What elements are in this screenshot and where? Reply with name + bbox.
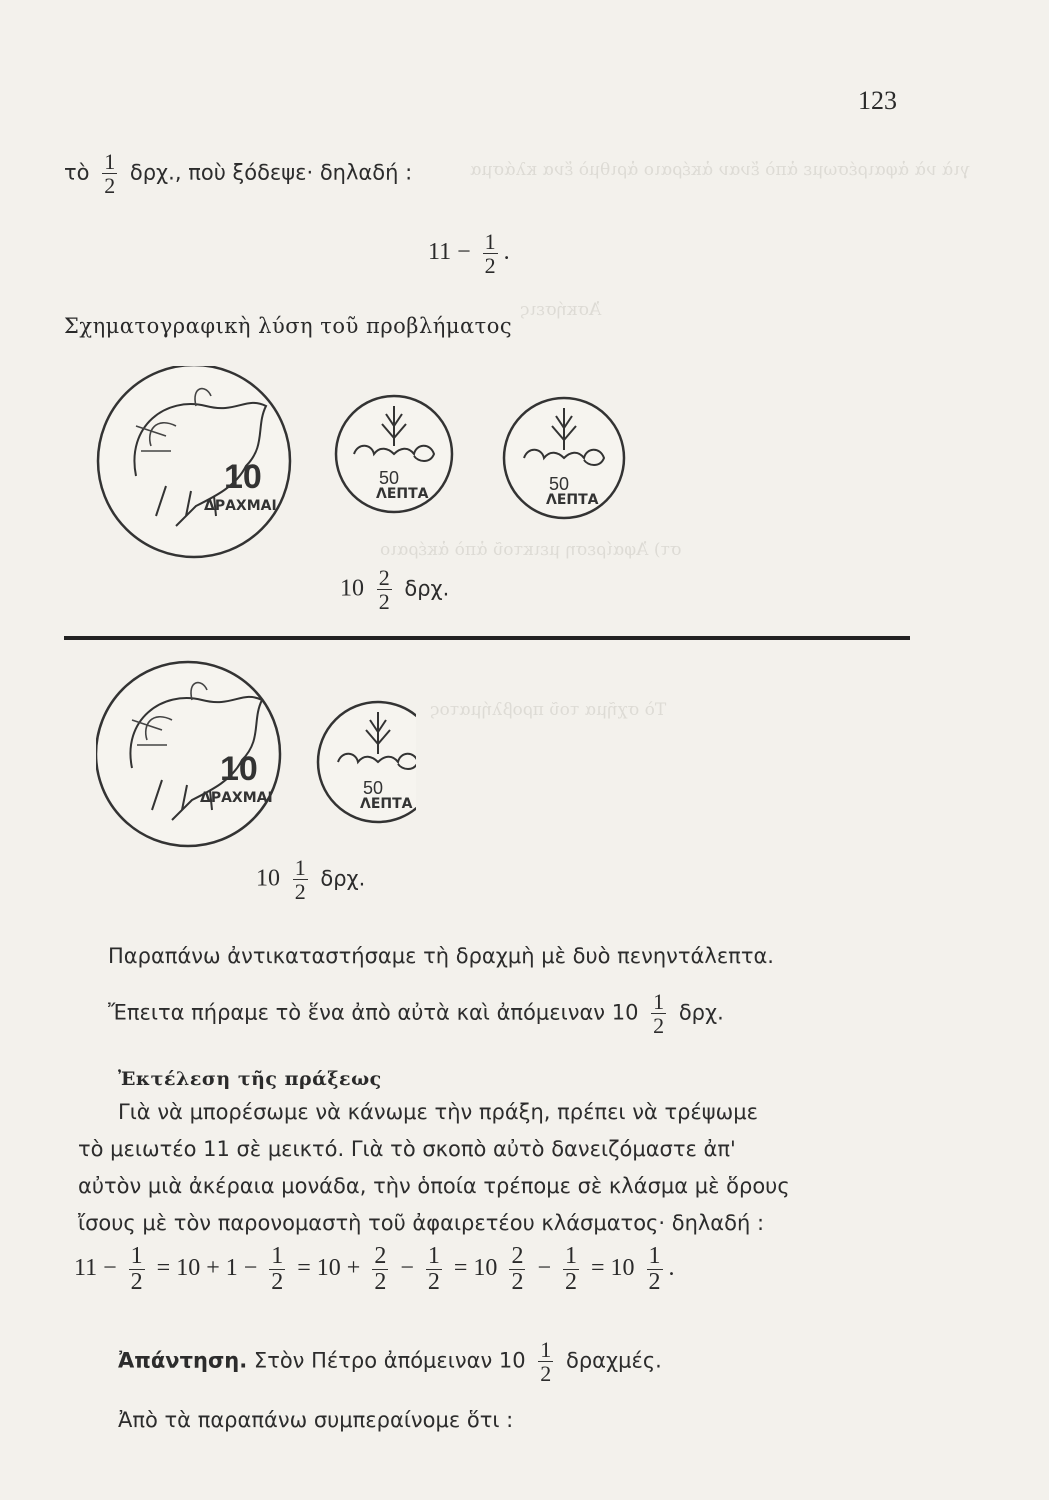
execution-heading: Ἐκτέλεση τῆς πράξεως bbox=[118, 1068, 382, 1090]
fraction-denominator: 2 bbox=[294, 879, 306, 905]
eq-term: = 10 + 1 − bbox=[156, 1255, 258, 1282]
fraction-denominator: 2 bbox=[564, 1269, 577, 1296]
fraction-numerator: 2 bbox=[511, 1243, 524, 1269]
paragraph-text: Ἔπειτα πήραμε τὸ ἕνα ἀπὸ αὐτὰ καὶ ἀπόμειναν 10 bbox=[108, 1000, 639, 1025]
fraction-numerator: 1 bbox=[130, 1243, 143, 1269]
fraction-denominator: 2 bbox=[130, 1269, 143, 1296]
fraction bbox=[426, 1244, 442, 1295]
expr-end: . bbox=[503, 239, 510, 266]
fraction-numerator: 1 bbox=[104, 149, 116, 174]
paragraph-took-one bbox=[108, 990, 724, 1037]
fraction bbox=[483, 230, 498, 277]
expr-whole: 11 bbox=[428, 239, 452, 266]
coin-text: ΛΕΠΤΑ bbox=[376, 486, 429, 502]
caption-whole: 10 bbox=[256, 865, 280, 892]
fraction-denominator: 2 bbox=[378, 589, 390, 615]
large-coin bbox=[98, 366, 290, 557]
coin-text: ΛΕΠΤΑ bbox=[546, 492, 599, 508]
answer-text: Στὸν Πέτρο ἀπόμειναν 10 bbox=[253, 1348, 526, 1373]
bleed-through-text: γιὰ νὰ ἀφαιρέσωμε ἀπὸ ἕναν ἀκέραιο ἀριθμὸ ἕνα κλάσμα bbox=[470, 160, 971, 180]
fraction bbox=[372, 1244, 388, 1295]
small-coin bbox=[318, 702, 416, 822]
eq-term: 11 bbox=[74, 1255, 98, 1282]
fraction bbox=[647, 1244, 663, 1295]
diagram-caption bbox=[340, 566, 449, 613]
intro-suffix: δρχ., ποὺ ξόδεψε· δηλαδή : bbox=[129, 160, 413, 185]
page-number: 123 bbox=[858, 86, 897, 115]
large-coin bbox=[96, 662, 280, 846]
intro-line bbox=[64, 150, 412, 197]
bleed-through-text: Τὸ σχῆμα τοῦ προβλήματος bbox=[430, 700, 667, 720]
fraction bbox=[509, 1244, 525, 1295]
execution-line: αὐτὸν μιὰ ἀκέραια μονάδα, τὴν ὁποία τρέπομε σὲ κλάσμα μὲ ὅρους bbox=[78, 1174, 790, 1198]
main-equation bbox=[74, 1244, 675, 1295]
fraction bbox=[129, 1244, 145, 1295]
fraction-numerator: 1 bbox=[648, 1243, 661, 1269]
fraction-numerator: 2 bbox=[374, 1243, 387, 1269]
fraction-denominator: 2 bbox=[484, 253, 496, 279]
coin-text: ΔΡΑΧΜΑΙ bbox=[200, 790, 273, 806]
coin-value: 50 bbox=[363, 778, 384, 798]
caption-unit: δρχ. bbox=[404, 576, 450, 601]
paragraph-unit: δρχ. bbox=[678, 1000, 724, 1025]
eq-term: = 10 bbox=[590, 1255, 635, 1282]
coin-diagram-2 bbox=[96, 656, 416, 856]
conclusion-line: Ἀπὸ τὰ παραπάνω συμπεραίνομε ὅτι : bbox=[118, 1408, 514, 1432]
fraction-denominator: 2 bbox=[271, 1269, 284, 1296]
coin-value: 50 bbox=[549, 474, 570, 494]
coin-text: ΛΕΠΤΑ bbox=[360, 796, 413, 812]
fraction-denominator: 2 bbox=[374, 1269, 387, 1296]
eq-end: . bbox=[668, 1255, 675, 1282]
fraction bbox=[651, 990, 666, 1037]
fraction bbox=[538, 1338, 553, 1385]
fraction-numerator: 1 bbox=[484, 229, 496, 254]
small-coin bbox=[336, 396, 452, 512]
fraction bbox=[377, 566, 392, 613]
caption-unit: δρχ. bbox=[320, 866, 366, 891]
coin-text: ΔΡΑΧΜΑΙ bbox=[204, 498, 277, 514]
fraction-denominator: 2 bbox=[104, 173, 116, 199]
fraction-denominator: 2 bbox=[648, 1269, 661, 1296]
coin-value: 10 bbox=[220, 750, 258, 788]
expression-1 bbox=[428, 230, 510, 277]
answer-unit: δραχμές. bbox=[565, 1348, 662, 1373]
fraction bbox=[563, 1244, 579, 1295]
intro-prefix: τὸ bbox=[64, 160, 90, 185]
small-coin bbox=[504, 398, 624, 518]
eq-term: = 10 + bbox=[297, 1255, 361, 1282]
fraction bbox=[293, 856, 308, 903]
fraction-numerator: 2 bbox=[378, 565, 390, 590]
eq-operator: − bbox=[103, 1255, 117, 1282]
fraction bbox=[269, 1244, 285, 1295]
paragraph-replacement: Παραπάνω ἀντικαταστήσαμε τὴ δραχμὴ μὲ δυὸ πενηντάλεπτα. bbox=[108, 944, 774, 968]
fraction-numerator: 1 bbox=[294, 855, 306, 880]
fraction-denominator: 2 bbox=[653, 1013, 665, 1039]
separator-rule bbox=[64, 636, 910, 640]
fraction-numerator: 1 bbox=[540, 1337, 552, 1362]
fraction-denominator: 2 bbox=[511, 1269, 524, 1296]
eq-term: = 10 bbox=[453, 1255, 498, 1282]
eq-operator: − bbox=[537, 1255, 551, 1282]
fraction-numerator: 1 bbox=[271, 1243, 284, 1269]
execution-line: τὸ μειωτέο 11 σὲ μεικτό. Γιὰ τὸ σκοπὸ αὐτὸ δανειζόμαστε ἀπ' bbox=[78, 1137, 736, 1161]
coin-value: 10 bbox=[224, 458, 262, 496]
fraction bbox=[102, 150, 117, 197]
fraction-numerator: 1 bbox=[564, 1243, 577, 1269]
section-heading: Σχηματογραφικὴ λύση τοῦ προβλήματος bbox=[64, 314, 513, 338]
eq-operator: − bbox=[400, 1255, 414, 1282]
coin-diagram-1 bbox=[96, 366, 676, 566]
fraction-numerator: 1 bbox=[653, 989, 665, 1014]
bleed-through-text: Ἀσκήσεις bbox=[520, 300, 602, 320]
execution-line: Γιὰ νὰ μπορέσωμε νὰ κάνωμε τὴν πράξη, πρέπει νὰ τρέψωμε bbox=[118, 1100, 758, 1124]
expr-operator: − bbox=[457, 239, 471, 266]
fraction-numerator: 1 bbox=[427, 1243, 440, 1269]
fraction-denominator: 2 bbox=[540, 1361, 552, 1387]
coin-value: 50 bbox=[379, 468, 400, 488]
bleed-through-text: στ) Ἀφαίρεση μεικτοῦ ἀπὸ ἀκέραιο bbox=[380, 540, 682, 560]
execution-line: ἴσους μὲ τὸν παρονομαστὴ τοῦ ἀφαιρετέου κλάσματος· δηλαδή : bbox=[78, 1211, 765, 1235]
answer-label: Ἀπάντηση. bbox=[118, 1348, 248, 1373]
diagram-caption bbox=[256, 856, 365, 903]
answer-line bbox=[118, 1338, 662, 1385]
caption-whole: 10 bbox=[340, 575, 364, 602]
fraction-denominator: 2 bbox=[427, 1269, 440, 1296]
